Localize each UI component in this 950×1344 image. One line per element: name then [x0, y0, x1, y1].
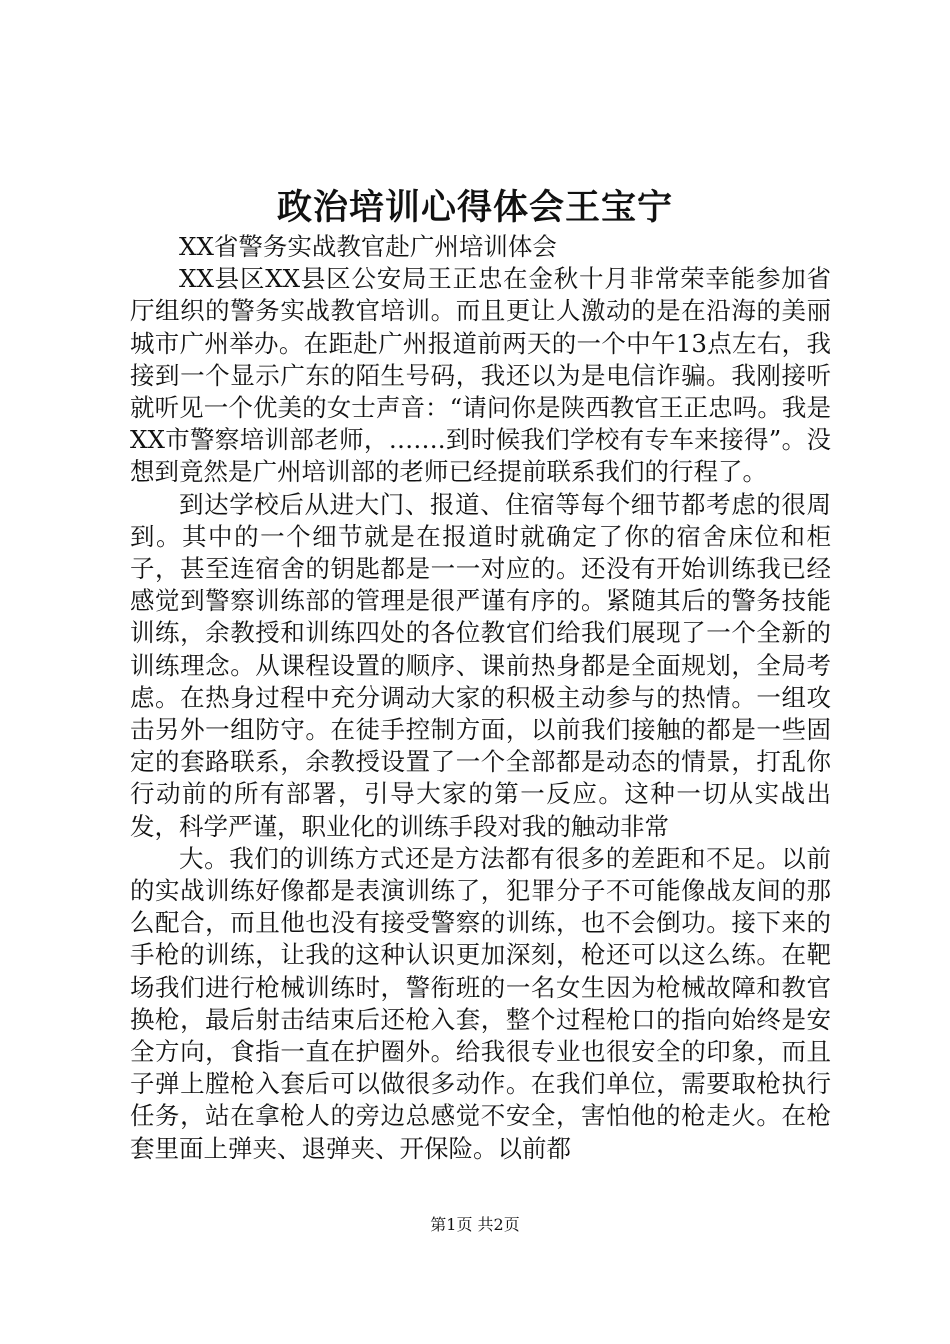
page-footer	[0, 1214, 950, 1236]
page-number: 第1页 共2页	[430, 1215, 520, 1234]
paragraph: XX县区XX县区公安局王正忠在金秋十月非常荣幸能参加省厅组织的警务实战教官培训。而且更让人激动的是在沿海的美丽城市广州举办。在距赴广州报道前两天的一个中午13点左右，我接到一个显示广东的陌生号码，我还以为是电信诈骗。我刚接听就听见一个优美的女士声音：“请问你是陕西教官王正忠吗。我是XX市警察培训部老师，…….到时候我们学校有专车来接得”。没想到竟然是广州培训部的老师已经提前联系我们的行程了。	[130, 264, 831, 487]
document-title: 政治培训心得体会王宝宁	[276, 187, 673, 228]
paragraph-subtitle: XX省警务实战教官赴广州培训体会	[179, 232, 557, 261]
document-body	[130, 231, 831, 1165]
paragraph: 大。我们的训练方式还是方法都有很多的差距和不足。以前的实战训练好像都是表演训练了，犯罪分子不可能像战友间的那么配合，而且他也没有接受警察的训练，也不会倒功。接下来的手枪的训练，让我的这种认识更加深刻，枪还可以这么练。在靶场我们进行枪械训练时，警衔班的一名女生因为枪械故障和教官换枪，最后射击结束后还枪入套，整个过程枪口的指向始终是安全方向，食指一直在护圈外。给我很专业也很安全的印象，而且子弹上膛枪入套后可以做很多动作。在我们单位，需要取枪执行任务，站在拿枪人的旁边总感觉不安全，害怕他的枪走火。在枪套里面上弹夹、退弹夹、开保险。以前都	[130, 843, 831, 1163]
paragraph: 到达学校后从进大门、报道、住宿等每个细节都考虑的很周到。其中的一个细节就是在报道时就确定了你的宿舍床位和柜子，甚至连宿舍的钥匙都是一一对应的。还没有开始训练我已经感觉到警察训练部的管理是很严谨有序的。紧随其后的警务技能训练，余教授和训练四处的各位教官们给我们展现了一个全新的训练理念。从课程设置的顺序、课前热身都是全面规划，全局考虑。在热身过程中充分调动大家的积极主动参与的热情。一组攻击另外一组防守。在徒手控制方面，以前我们接触的都是一些固定的套路联系，余教授设置了一个全部都是动态的情景，打乱你行动前的所有部署，引导大家的第一反应。这种一切从实战出发，科学严谨，职业化的训练手段对我的触动非常	[130, 489, 831, 841]
